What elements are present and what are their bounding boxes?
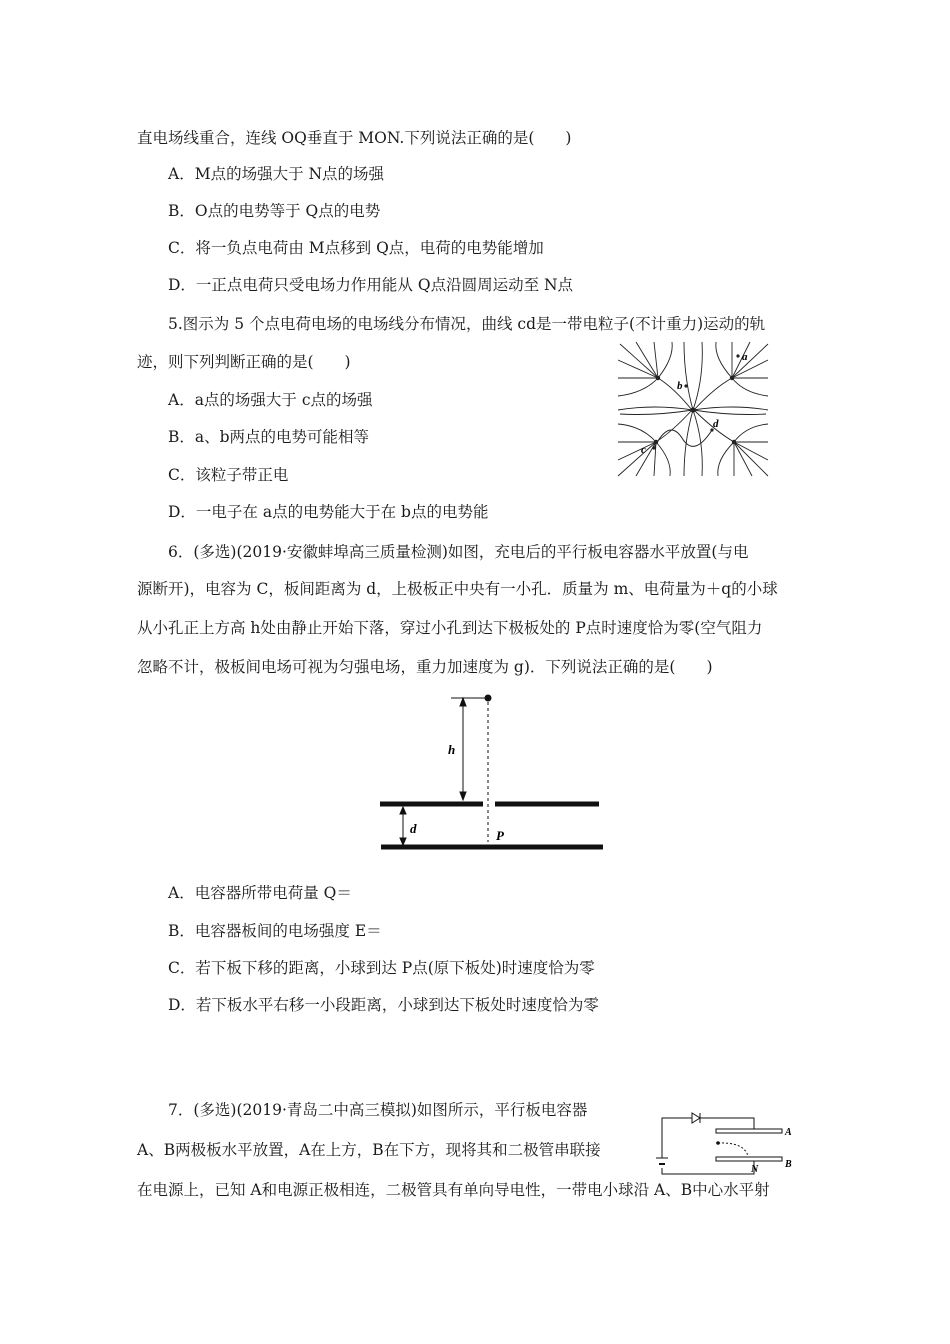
q6-label-h: h <box>448 742 456 757</box>
q4-option-a: A．M点的场强大于 N点的场强 <box>168 165 385 183</box>
q7-circuit-figure <box>652 1112 798 1180</box>
q4-option-c: C．将一负点电荷由 M点移到 Q点，电荷的电势能增加 <box>168 239 544 257</box>
q6-capacitor-figure <box>375 690 607 860</box>
q6-stem-line-4: 忽略不计，极板间电场可视为匀强电场，重力加速度为 g)．下列说法正确的是( ) <box>137 658 713 676</box>
charged-ball-icon <box>716 1141 720 1145</box>
q4-option-b: B．O点的电势等于 Q点的电势 <box>168 202 381 220</box>
q7-label-a: A <box>785 1127 792 1138</box>
q6-stem-line-3: 从小孔正上方高 h处由静止开始下落，穿过小孔到达下极板处的 P点时速度恰为零(空气阻力 <box>137 619 763 637</box>
q4-stem-tail: 直电场线重合，连线 OQ垂直于 MON.下列说法正确的是( ) <box>137 129 572 147</box>
q5-option-b: B．a、b两点的电势可能相等 <box>168 428 370 446</box>
q7-label-b: B <box>785 1159 792 1170</box>
q7-label-n: N <box>751 1164 759 1175</box>
q6-label-d: d <box>410 821 417 836</box>
q7-stem-line-2: A、B两极板水平放置，A在上方，B在下方，现将其和二极管串联接 <box>137 1141 601 1159</box>
q4-option-d: D．一正点电荷只受电场力作用能从 Q点沿圆周运动至 N点 <box>168 276 574 294</box>
q5-label-d: d <box>713 418 719 430</box>
q7-stem-line-1: 7．(多选)(2019·青岛二中高三模拟)如图所示，平行板电容器 <box>168 1101 588 1119</box>
q5-stem-line-1: 5.图示为 5 个点电荷电场的电场线分布情况，曲线 cd是一带电粒子(不计重力)运动的轨 <box>168 315 766 333</box>
q6-stem-line-1: 6．(多选)(2019·安徽蚌埠高三质量检测)如图，充电后的平行板电容器水平放置(与电 <box>168 543 749 561</box>
q5-label-a: a <box>742 351 748 363</box>
q5-label-c: c <box>641 444 646 456</box>
q7-stem-line-3: 在电源上，已知 A和电源正极相连，二极管具有单向导电性，一带电小球沿 A、B中心水平射 <box>137 1181 770 1199</box>
q5-option-a: A．a点的场强大于 c点的场强 <box>168 391 373 409</box>
q5-option-c: C．该粒子带正电 <box>168 466 289 484</box>
q6-option-d: D．若下板水平右移一小段距离，小球到达下板处时速度恰为零 <box>168 996 599 1014</box>
q5-field-lines-figure <box>614 338 772 480</box>
q5-label-b: b <box>677 380 683 392</box>
q6-option-b: B．电容器板间的电场强度 E＝ <box>168 922 382 940</box>
q6-option-a: A．电容器所带电荷量 Q＝ <box>168 884 352 902</box>
q6-option-c: C．若下板下移的距离，小球到达 P点(原下板处)时速度恰为零 <box>168 959 595 977</box>
ball-icon <box>485 695 492 702</box>
q5-stem-line-2: 迹，则下列判断正确的是( ) <box>137 353 351 371</box>
q6-label-p: P <box>496 828 504 843</box>
q6-stem-line-2: 源断开)，电容为 C，板间距离为 d，上极板正中央有一小孔．质量为 m、电荷量为＋q的小球 <box>137 580 778 598</box>
q5-option-d: D．一电子在 a点的电势能大于在 b点的电势能 <box>168 503 489 521</box>
